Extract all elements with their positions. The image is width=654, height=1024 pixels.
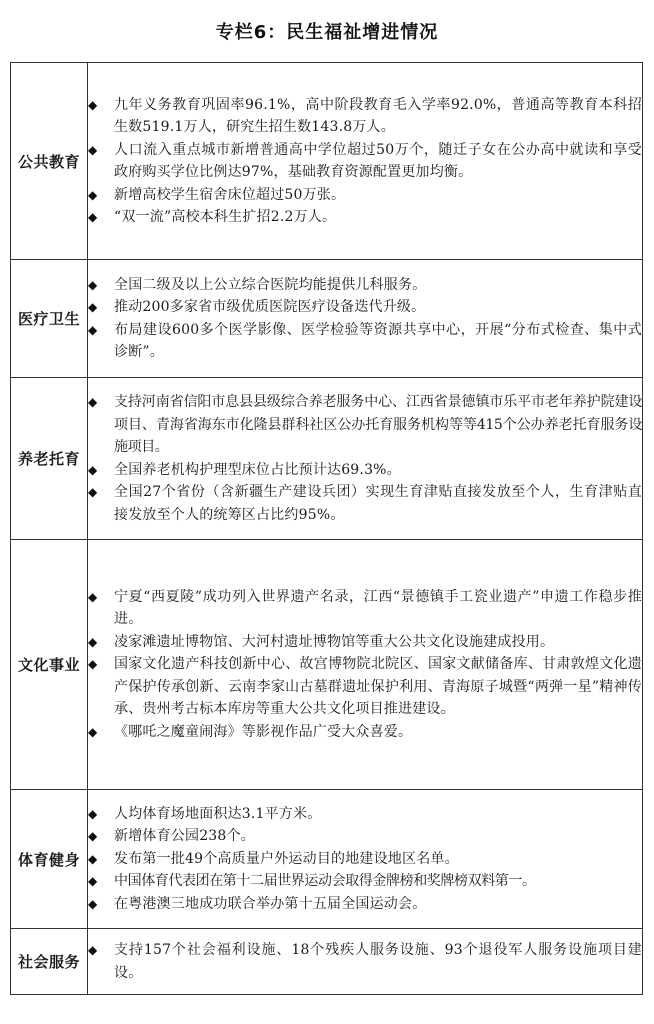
list-item [88, 184, 642, 207]
list-item [88, 319, 642, 364]
section-items [88, 929, 643, 995]
diamond-bullet-icon: ◆ [88, 896, 98, 911]
diamond-bullet-icon: ◆ [88, 485, 98, 499]
diamond-bullet-icon: ◆ [88, 187, 98, 202]
category-label: 体育健身 [11, 790, 88, 929]
section-items [88, 790, 643, 929]
section-items [88, 378, 643, 540]
list-item [88, 848, 642, 871]
diamond-bullet-icon: ◆ [88, 322, 98, 337]
section-row-sports [11, 790, 643, 929]
diamond-bullet-icon: ◆ [88, 300, 98, 314]
list-item [88, 139, 642, 184]
item-text: 支持河南省信阳市息县县级综合养老服务中心、江西省景德镇市乐平市老年养护院建设项目、青海省海东市化隆县群科社区公办托育服务机构等等415个公办养老托育服务设施项目。 [114, 394, 642, 455]
item-text: 全国27个省份（含新疆生产建设兵团）实现生育津贴直接发放至个人，生育津贴直接发放至个人的统筹区占比约95%。 [114, 484, 642, 523]
diamond-bullet-icon: ◆ [88, 210, 98, 224]
section-row-elderly-childcare [11, 378, 643, 540]
list-item [88, 586, 642, 631]
section-row-culture [11, 540, 643, 790]
list-item [88, 296, 642, 319]
list-item [88, 893, 642, 916]
list-item [88, 631, 642, 654]
section-items [88, 260, 643, 378]
diamond-bullet-icon: ◆ [88, 634, 98, 649]
livelihood-table [10, 62, 643, 995]
item-text: 人均体育场地面积达3.1平方米。 [114, 805, 322, 822]
diamond-bullet-icon: ◆ [88, 851, 98, 866]
category-label: 公共教育 [11, 63, 88, 260]
list-item [88, 391, 642, 459]
item-text: 人口流入重点城市新增普通高中学位超过50万个，随迁子女在公办高中就读和享受政府购买学位比例达97%，基础教育资源配置更加均衡。 [114, 141, 642, 180]
item-text: 九年义务教育巩固率96.1%，高中阶段教育毛入学率92.0%，普通高等教育本科招生数519.1万人，研究生招生数143.8万人。 [114, 96, 642, 135]
section-items [88, 63, 643, 260]
list-item [88, 94, 642, 139]
item-text: 新增体育公园238个。 [114, 828, 255, 845]
item-text: 国家文化遗产科技创新中心、故宫博物院北院区、国家文献储备库、甘肃敦煌文化遗产保护传承创新、云南李家山古墓群遗址保护利用、青海原子城暨“两弹一星”精神传承、贵州考古标本库房等重大公共文化项目推进建设。 [114, 656, 642, 718]
section-items [88, 540, 643, 790]
diamond-bullet-icon: ◆ [88, 829, 98, 844]
diamond-bullet-icon: ◆ [88, 97, 98, 112]
item-text: 全国二级及以上公立综合医院均能提供儿科服务。 [114, 276, 427, 293]
category-label: 医疗卫生 [11, 260, 88, 378]
item-text: 布局建设600多个医学影像、医学检验等资源共享中心，开展“分布式检查、集中式诊断”。 [114, 321, 642, 360]
page-title: 专栏6：民生福祉增进情况 [215, 22, 439, 43]
item-text: 支持157个社会福利设施、18个残疾人服务设施、93个退役军人服务设施项目建设。 [114, 942, 642, 981]
item-text: 中国体育代表团在第十二届世界运动会取得金牌榜和奖牌榜双料第一。 [114, 873, 536, 890]
list-item [88, 721, 642, 744]
section-row-social-services [11, 929, 643, 995]
section-row-healthcare [11, 260, 643, 378]
list-item [88, 803, 642, 826]
diamond-bullet-icon: ◆ [88, 806, 98, 821]
category-label: 养老托育 [11, 378, 88, 540]
item-text: 宁夏“西夏陵”成功列入世界遗产名录，江西“景德镇手工瓷业遗产”申遗工作稳步推进。 [114, 588, 642, 628]
diamond-bullet-icon: ◆ [88, 943, 98, 957]
category-label: 社会服务 [11, 929, 88, 995]
item-text: “双一流”高校本科生扩招2.2万人。 [114, 209, 337, 225]
section-row-education [11, 63, 643, 260]
list-item [88, 870, 642, 893]
diamond-bullet-icon: ◆ [88, 462, 98, 477]
diamond-bullet-icon: ◆ [88, 277, 98, 292]
list-item [88, 274, 642, 297]
diamond-bullet-icon: ◆ [88, 724, 98, 739]
diamond-bullet-icon: ◆ [88, 589, 98, 604]
list-item [88, 459, 642, 482]
list-item [88, 825, 642, 848]
diamond-bullet-icon: ◆ [88, 142, 98, 157]
diamond-bullet-icon: ◆ [88, 657, 98, 672]
list-item [88, 653, 642, 721]
item-text: 全国养老机构护理型床位占比预计达69.3%。 [114, 461, 401, 478]
item-text: 新增高校学生宿舍床位超过50万张。 [114, 186, 346, 203]
diamond-bullet-icon: ◆ [88, 874, 98, 889]
item-text: 推动200多家省市级优质医院医疗设备迭代升级。 [114, 299, 426, 315]
item-text: 凌家滩遗址博物馆、大河村遗址博物馆等重大公共文化设施建成投用。 [114, 633, 555, 650]
item-text: 发布第一批49个高质量户外运动目的地建设地区名单。 [114, 850, 459, 867]
list-item [88, 206, 642, 229]
list-item [88, 481, 642, 526]
item-text: 在粤港澳三地成功联合举办第十五届全国运动会。 [114, 895, 427, 912]
list-item [88, 939, 642, 984]
diamond-bullet-icon: ◆ [88, 395, 98, 409]
item-text: 《哪吒之魔童闹海》等影视作品广受大众喜爱。 [114, 723, 413, 740]
category-label: 文化事业 [11, 540, 88, 790]
